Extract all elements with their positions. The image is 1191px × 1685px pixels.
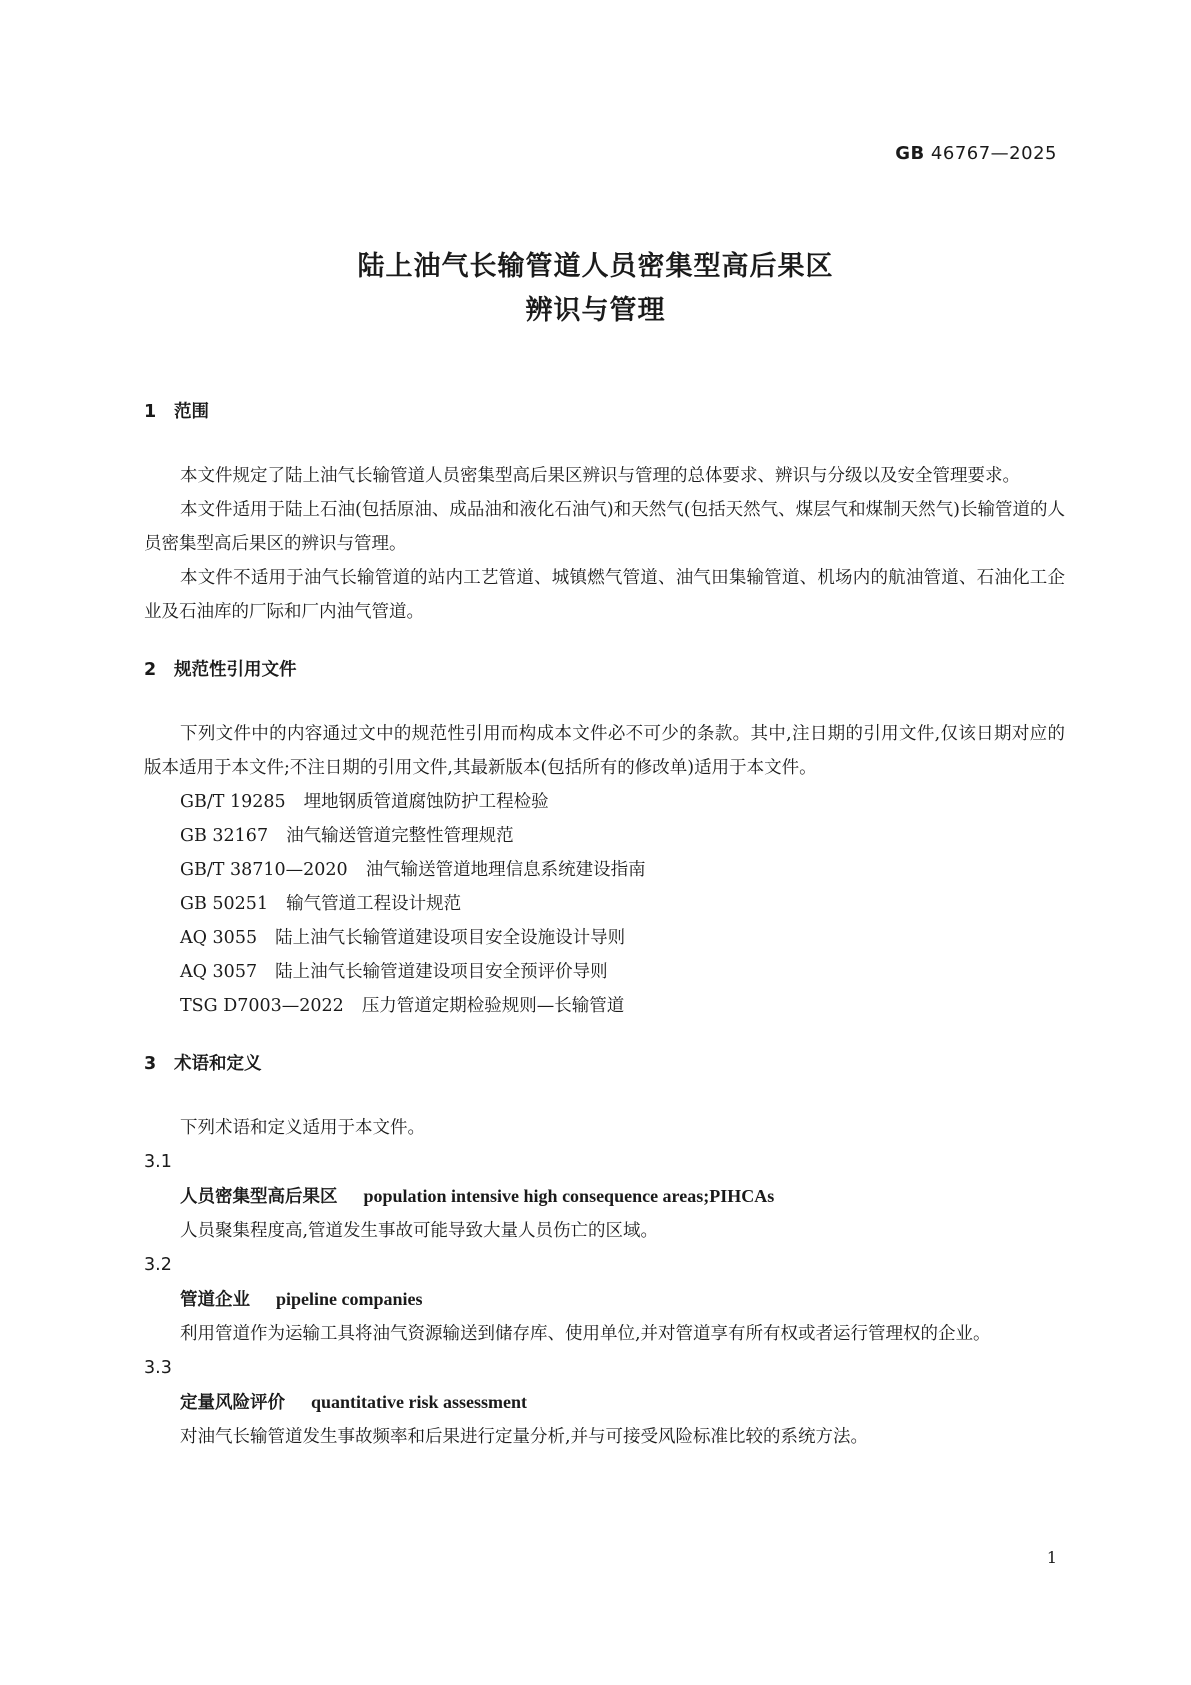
- reference-name: 陆上油气长输管道建设项目安全设施设计导则: [275, 928, 626, 948]
- page-number: 1: [1046, 1548, 1057, 1567]
- section-title: 规范性引用文件: [174, 660, 297, 680]
- section-3-heading: [144, 1047, 1065, 1081]
- paragraph: 本文件不适用于油气长输管道的站内工艺管道、城镇燃气管道、油气田集输管道、机场内的航油管道、石油化工企业及石油库的厂际和厂内油气管道。: [144, 568, 1065, 622]
- reference-item: [144, 819, 1065, 853]
- term-definition: 对油气长输管道发生事故频率和后果进行定量分析,并与可接受风险标准比较的系统方法。: [180, 1427, 869, 1447]
- term-number: 3.2: [144, 1255, 172, 1275]
- reference-name: 油气输送管道完整性管理规范: [286, 826, 514, 846]
- reference-code: GB/T 19285: [180, 792, 286, 812]
- paragraph: 下列文件中的内容通过文中的规范性引用而构成本文件必不可少的条款。其中,注日期的引用文件,仅该日期对应的版本适用于本文件;不注日期的引用文件,其最新版本(包括所有的修改单)适用于本文件。: [144, 724, 1065, 778]
- standard-number: 46767—2025: [930, 143, 1057, 164]
- term-definition: 人员聚集程度高,管道发生事故可能导致大量人员伤亡的区域。: [180, 1221, 659, 1241]
- reference-name: 油气输送管道地理信息系统建设指南: [365, 860, 646, 880]
- paragraph: 本文件适用于陆上石油(包括原油、成品油和液化石油气)和天然气(包括天然气、煤层气和煤制天然气)长输管道的人员密集型高后果区的辨识与管理。: [144, 500, 1065, 554]
- reference-item: [144, 989, 1065, 1023]
- section-title: 术语和定义: [174, 1054, 262, 1074]
- reference-name: 压力管道定期检验规则—长输管道: [361, 996, 625, 1016]
- term-heading: [144, 1179, 1065, 1214]
- term-en: population intensive high consequence areas;PIHCAs: [363, 1186, 775, 1206]
- document-title: [0, 245, 1191, 333]
- reference-item: [144, 887, 1065, 921]
- reference-item: [144, 921, 1065, 955]
- section-number: 1: [144, 402, 157, 422]
- standard-prefix: GB: [895, 143, 925, 164]
- reference-code: GB/T 38710—2020: [180, 860, 348, 880]
- reference-item: [144, 785, 1065, 819]
- reference-code: AQ 3057: [180, 962, 258, 982]
- term-zh: 管道企业: [180, 1290, 250, 1310]
- document-body: [144, 395, 1065, 1454]
- paragraph: 本文件规定了陆上油气长输管道人员密集型高后果区辨识与管理的总体要求、辨识与分级以及安全管理要求。: [180, 466, 1020, 486]
- section-title: 范围: [174, 402, 209, 422]
- term-number: 3.3: [144, 1358, 172, 1378]
- term-en: quantitative risk assessment: [311, 1392, 528, 1412]
- section-2-heading: [144, 653, 1065, 687]
- term-zh: 人员密集型高后果区: [180, 1187, 338, 1207]
- reference-name: 埋地钢质管道腐蚀防护工程检验: [303, 792, 549, 812]
- reference-code: AQ 3055: [180, 928, 258, 948]
- reference-name: 输气管道工程设计规范: [286, 894, 462, 914]
- reference-item: [144, 853, 1065, 887]
- term-zh: 定量风险评价: [180, 1393, 285, 1413]
- reference-name: 陆上油气长输管道建设项目安全预评价导则: [275, 962, 608, 982]
- reference-item: [144, 955, 1065, 989]
- title-line-2: 辨识与管理: [525, 295, 666, 326]
- section-number: 3: [144, 1054, 157, 1074]
- title-line-1: 陆上油气长输管道人员密集型高后果区: [357, 251, 834, 282]
- term-heading: [144, 1385, 1065, 1420]
- term-en: pipeline companies: [276, 1289, 423, 1309]
- section-number: 2: [144, 660, 157, 680]
- reference-code: GB 50251: [180, 894, 269, 914]
- paragraph: 下列术语和定义适用于本文件。: [180, 1118, 425, 1138]
- section-1-heading: [144, 395, 1065, 429]
- term-number: 3.1: [144, 1152, 172, 1172]
- reference-code: TSG D7003—2022: [180, 996, 344, 1016]
- term-heading: [144, 1282, 1065, 1317]
- term-definition: 利用管道作为运输工具将油气资源输送到储存库、使用单位,并对管道享有所有权或者运行管理权的企业。: [180, 1324, 991, 1344]
- standard-code: [895, 143, 1057, 164]
- reference-code: GB 32167: [180, 826, 269, 846]
